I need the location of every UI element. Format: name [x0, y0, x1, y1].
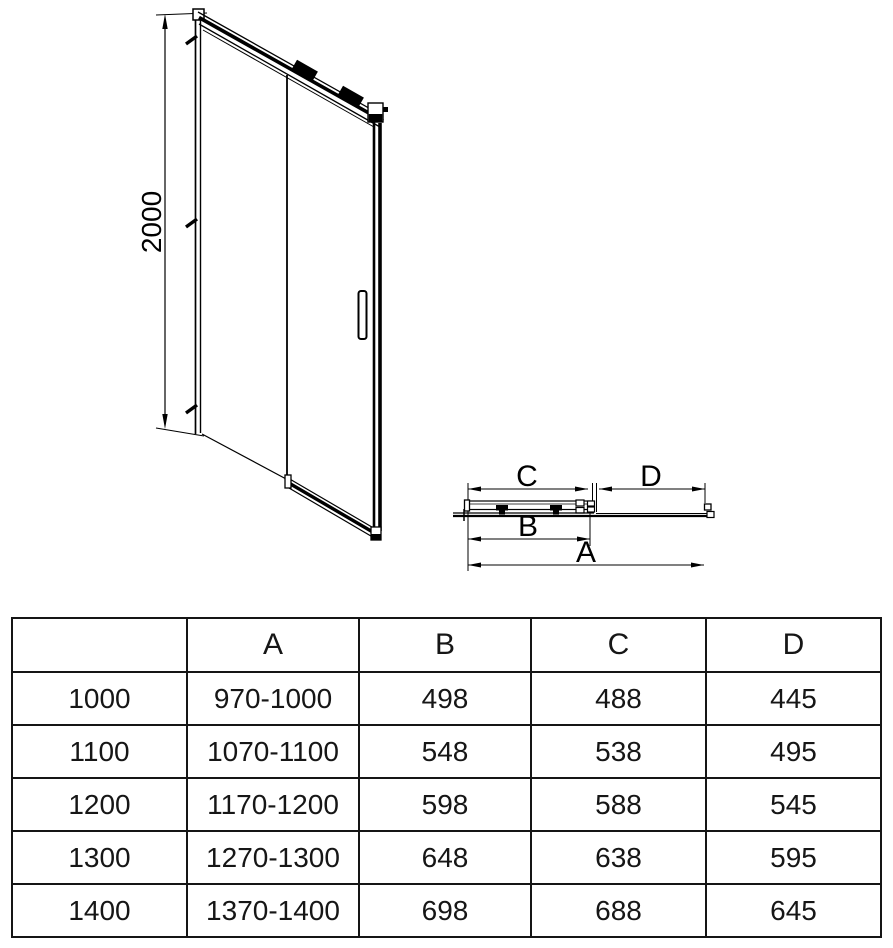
table-cell: 545 [706, 778, 881, 831]
roller-block-left [496, 505, 508, 511]
table-cell: 1370-1400 [187, 884, 359, 937]
table-row [12, 725, 881, 778]
table-cell: 1400 [12, 884, 187, 937]
table-header-cell-c: C [531, 618, 706, 672]
table-row [12, 884, 881, 937]
table-header-cell-d: D [706, 618, 881, 672]
table-cell: 588 [531, 778, 706, 831]
dimensions-table [11, 617, 882, 938]
table-header-cell-size [12, 618, 187, 672]
table-cell: 638 [531, 831, 706, 884]
table-cell: 445 [706, 672, 881, 725]
track-section [453, 500, 714, 521]
table-cell: 498 [359, 672, 531, 725]
table-cell: 698 [359, 884, 531, 937]
top-rail [198, 12, 388, 127]
table-cell: 1270-1300 [187, 831, 359, 884]
table-cell: 495 [706, 725, 881, 778]
right-frame [374, 121, 380, 531]
plan-view [453, 460, 714, 571]
dim-label-a: A [575, 536, 597, 569]
table-header-cell-a: A [187, 618, 359, 672]
dim-label-d: D [640, 460, 662, 493]
table-cell: 1000 [12, 672, 187, 725]
glass-bottom-edge [202, 434, 288, 480]
front-view [136, 9, 388, 540]
table-cell: 970-1000 [187, 672, 359, 725]
dim-label-b: B [517, 510, 539, 543]
table-cell: 1070-1100 [187, 725, 359, 778]
roller-block-right [550, 505, 562, 511]
wall-clamp [576, 500, 584, 506]
table-cell: 1200 [12, 778, 187, 831]
table-cell: 595 [706, 831, 881, 884]
table-cell: 598 [359, 778, 531, 831]
table-cell: 648 [359, 831, 531, 884]
table-cell: 1300 [12, 831, 187, 884]
table-row [12, 778, 881, 831]
dimension-c [468, 460, 588, 493]
table-row [12, 831, 881, 884]
door-handle [359, 291, 367, 339]
table-cell: 1100 [12, 725, 187, 778]
table-cell: 548 [359, 725, 531, 778]
table-cell: 1170-1200 [187, 778, 359, 831]
dimension-d [599, 460, 705, 493]
height-dimension [136, 13, 207, 436]
table-row [12, 672, 881, 725]
bottom-rail [285, 475, 381, 540]
table-header-row [12, 618, 881, 672]
dim-label-c: C [516, 460, 538, 493]
table-cell: 538 [531, 725, 706, 778]
table-cell: 688 [531, 884, 706, 937]
table-cell: 488 [531, 672, 706, 725]
table-cell: 645 [706, 884, 881, 937]
dimension-a [468, 536, 704, 569]
height-dimension-label: 2000 [136, 190, 167, 254]
table-header-cell-b: B [359, 618, 531, 672]
left-wall-profile [186, 9, 204, 434]
